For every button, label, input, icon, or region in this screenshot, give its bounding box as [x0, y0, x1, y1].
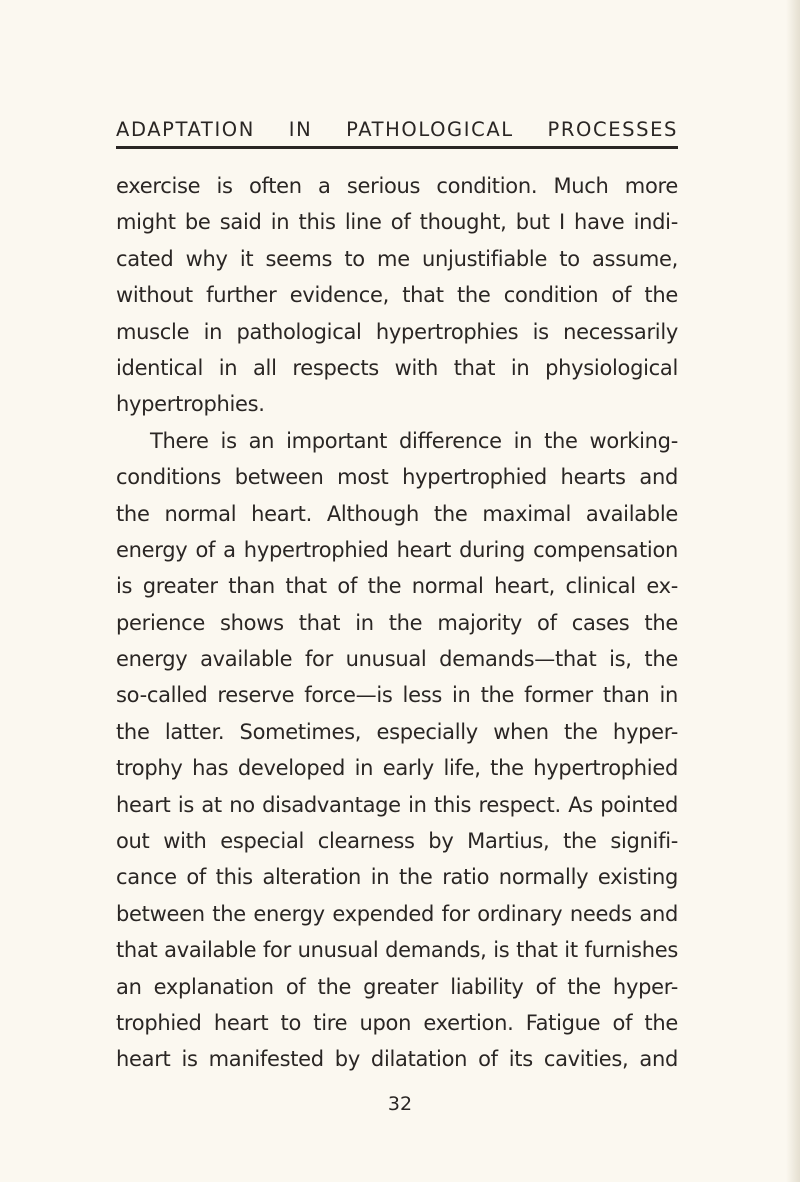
header-rule: [116, 146, 678, 149]
text-line: energy available for unusual demands—that is, the: [116, 647, 678, 672]
page-number: 32: [387, 1093, 413, 1115]
text-line: muscle in pathological hypertrophies is necessarily: [116, 319, 678, 344]
text-line: cated why it seems to me unjustifiable to assume,: [116, 246, 678, 271]
text-line: hypertrophies.: [116, 392, 265, 417]
paragraph-start-line: There is an important difference in the working-: [150, 428, 678, 453]
text-line: between the energy expended for ordinary needs and: [116, 901, 678, 926]
text-line: is greater than that of the normal heart, clinical ex-: [116, 574, 678, 599]
body-text: [116, 168, 678, 1078]
text-line: the normal heart. Although the maximal available: [116, 501, 678, 526]
text-line: an explanation of the greater liability of the hyper-: [116, 974, 678, 999]
text-line: perience shows that in the majority of cases the: [116, 610, 678, 635]
text-line: without further evidence, that the condition of the: [116, 283, 678, 308]
running-header: ADAPTATION IN PATHOLOGICAL PROCESSES: [116, 118, 678, 141]
text-line: so-called reserve force—is less in the former than in: [116, 683, 678, 708]
text-line: the latter. Sometimes, especially when the hyper-: [116, 719, 678, 744]
text-line: identical in all respects with that in physiological: [116, 355, 678, 380]
text-line: heart is manifested by dilatation of its cavities, and: [116, 1047, 678, 1072]
text-line: trophied heart to tire upon exertion. Fatigue of the: [116, 1010, 678, 1035]
text-line: conditions between most hypertrophied hearts and: [116, 465, 678, 490]
text-line: cance of this alteration in the ratio normally existing: [116, 865, 678, 890]
page-edge-shadow: [786, 0, 800, 1182]
text-line: out with especial clearness by Martius, the signifi-: [116, 829, 678, 854]
text-line: might be said in this line of thought, but I have indi-: [116, 210, 678, 235]
text-line: that available for unusual demands, is that it furnishes: [116, 938, 678, 963]
text-line: trophy has developed in early life, the hypertrophied: [116, 756, 678, 781]
text-line: exercise is often a serious condition. Much more: [116, 174, 678, 198]
text-line: heart is at no disadvantage in this respect. As pointed: [116, 792, 678, 817]
text-line: energy of a hypertrophied heart during compensation: [116, 537, 678, 562]
